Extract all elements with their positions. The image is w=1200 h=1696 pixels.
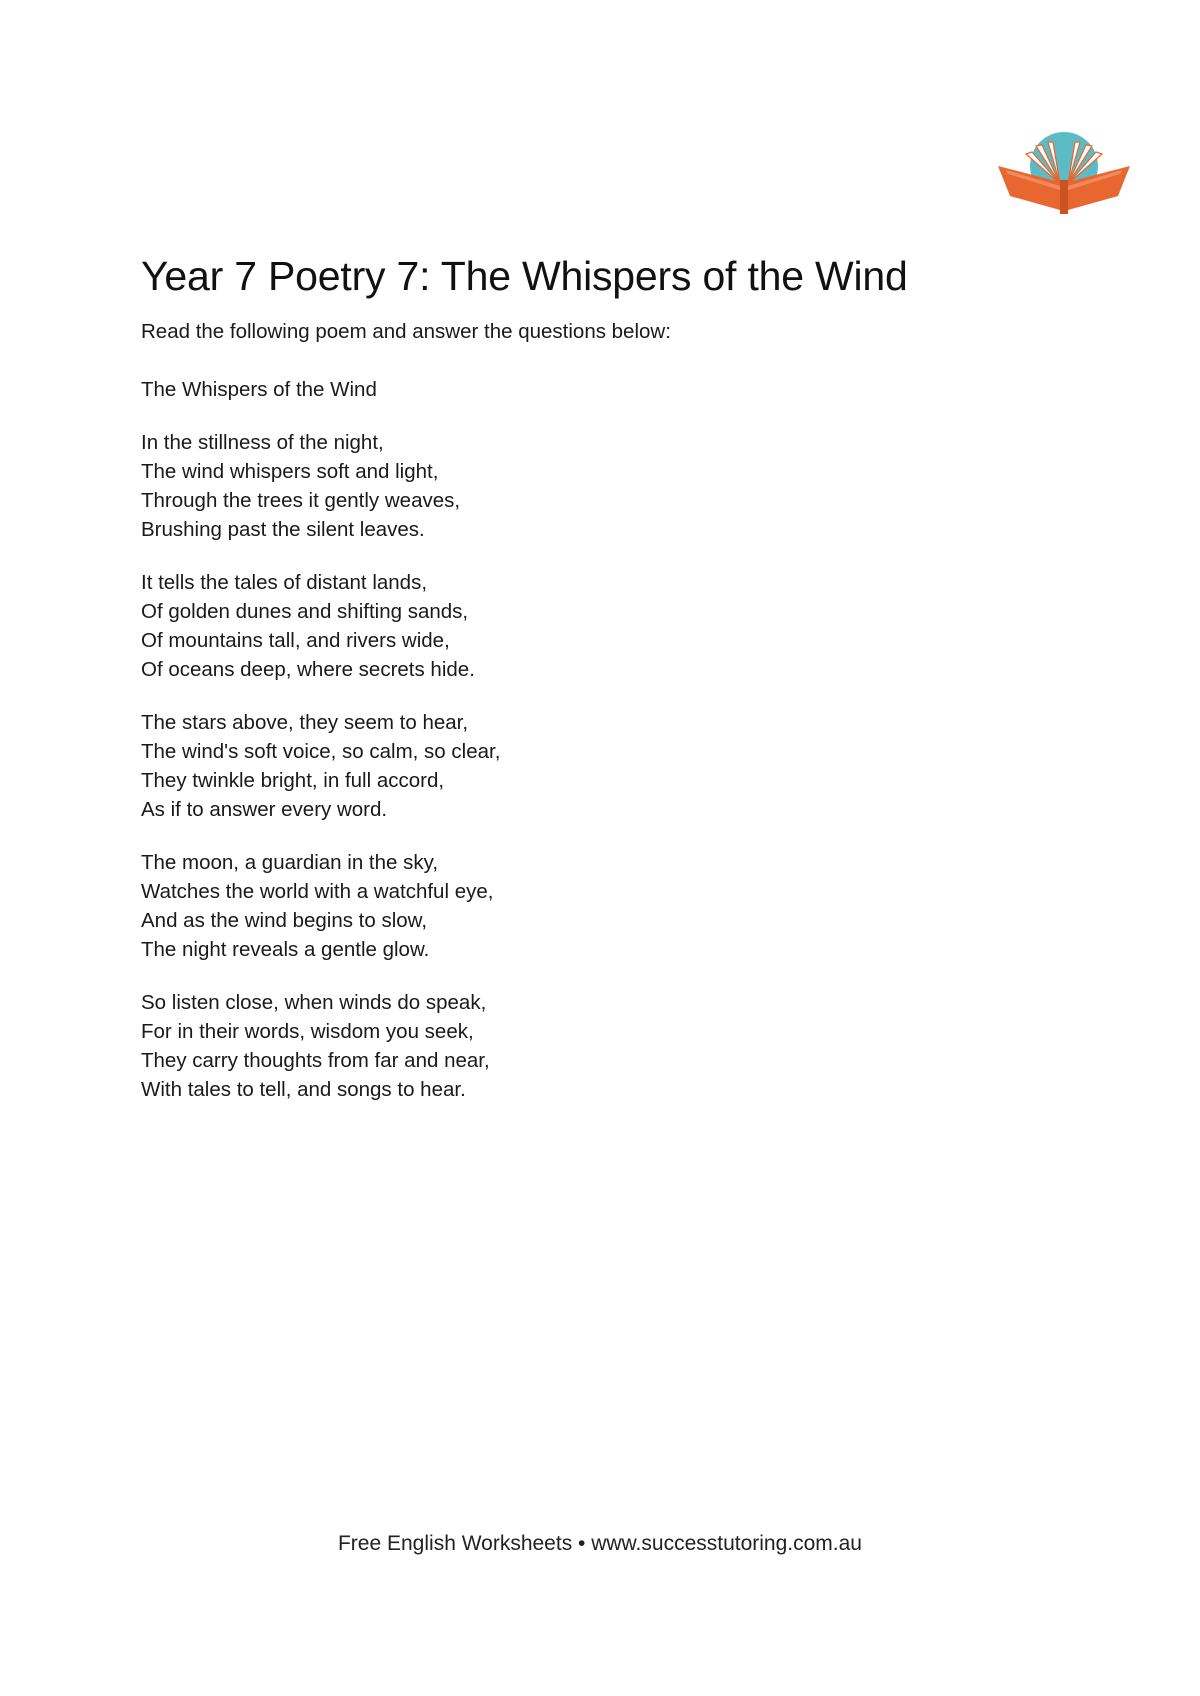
poem-line: Brushing past the silent leaves.: [141, 518, 425, 541]
poem-line: The night reveals a gentle glow.: [141, 938, 430, 961]
stanza-4: [141, 848, 1041, 964]
poem-line: In the stillness of the night,: [141, 431, 384, 454]
worksheet-content: [141, 248, 1041, 1104]
stanza-1: [141, 428, 1041, 544]
page-title: Year 7 Poetry 7: The Whispers of the Wind: [141, 253, 908, 299]
footer-text: Free English Worksheets • www.successtutoring.com.au: [337, 1532, 862, 1555]
poem-line: Of oceans deep, where secrets hide.: [141, 658, 475, 681]
poem-line: The stars above, they seem to hear,: [141, 711, 469, 734]
stanza-2: [141, 568, 1041, 684]
poem-line: And as the wind begins to slow,: [141, 909, 428, 932]
poem-line: The wind whispers soft and light,: [141, 460, 439, 483]
poem-line: So listen close, when winds do speak,: [141, 991, 487, 1014]
poem-line: Of golden dunes and shifting sands,: [141, 600, 469, 623]
poem-line: As if to answer every word.: [141, 798, 388, 821]
poem-line: With tales to tell, and songs to hear.: [141, 1078, 466, 1101]
poem-line: The wind's soft voice, so calm, so clear,: [141, 740, 501, 763]
instruction-text: Read the following poem and answer the questions below:: [141, 320, 671, 343]
poem-title: The Whispers of the Wind: [141, 378, 377, 401]
stanza-5: [141, 988, 1041, 1104]
stanza-3: [141, 708, 1041, 824]
poem-line: The moon, a guardian in the sky,: [141, 851, 439, 874]
open-book-icon: [996, 124, 1132, 216]
poem-line: They carry thoughts from far and near,: [141, 1049, 490, 1072]
poem-line: Of mountains tall, and rivers wide,: [141, 629, 450, 652]
poem-line: They twinkle bright, in full accord,: [141, 769, 445, 792]
poem-line: Through the trees it gently weaves,: [141, 489, 461, 512]
poem-line: It tells the tales of distant lands,: [141, 571, 428, 594]
poem-line: Watches the world with a watchful eye,: [141, 880, 494, 903]
poem-line: For in their words, wisdom you seek,: [141, 1020, 474, 1043]
